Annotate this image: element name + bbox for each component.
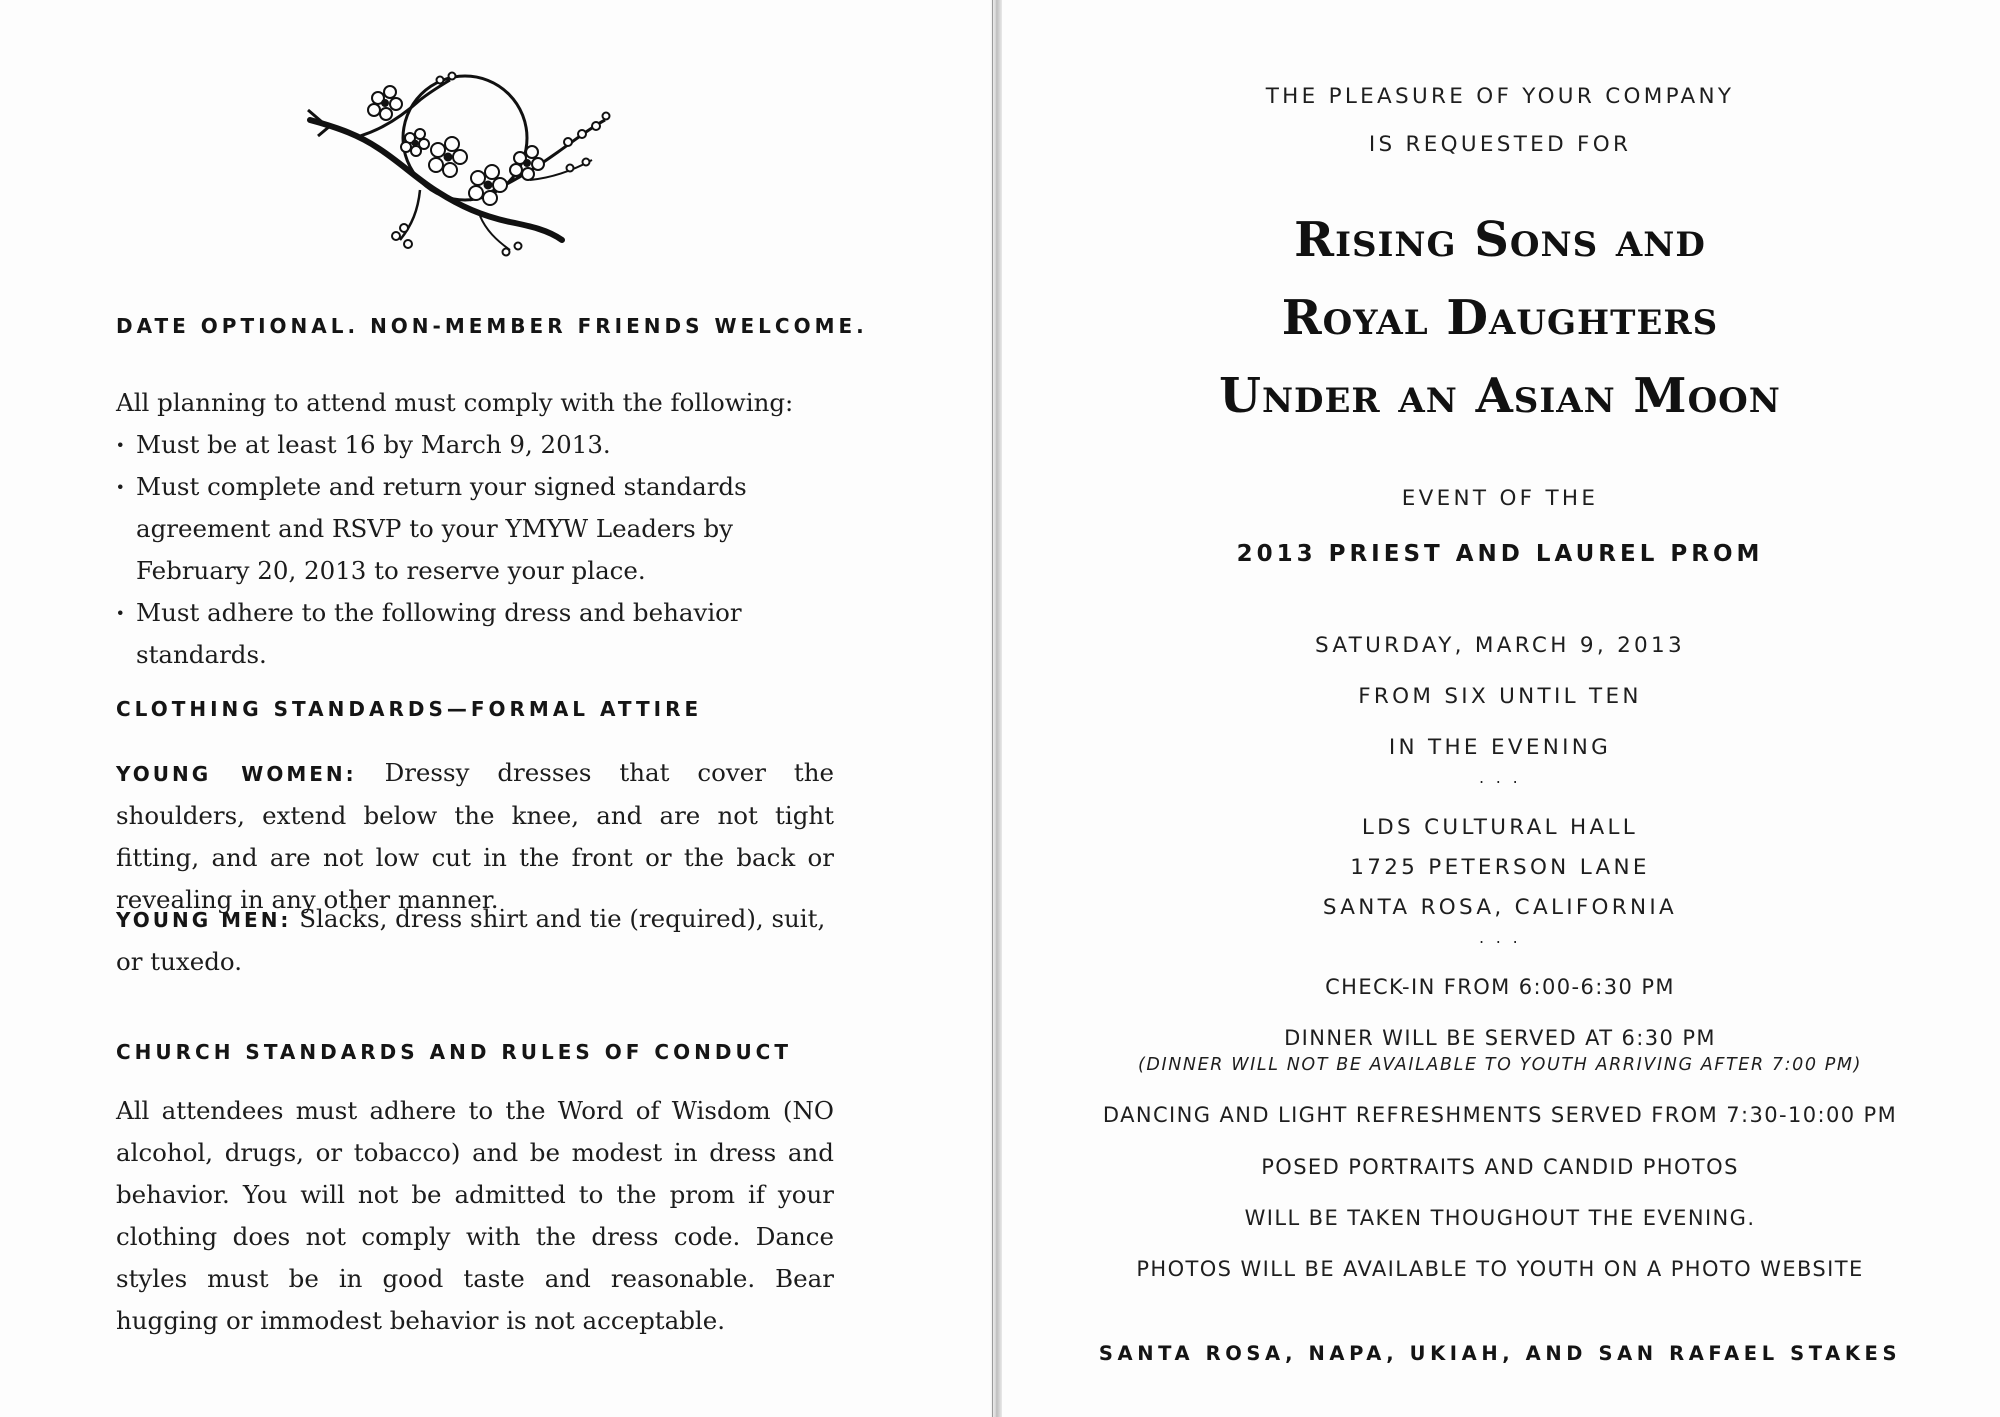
separator-dots: . . .: [1479, 928, 1521, 947]
conduct-heading: CHURCH STANDARDS AND RULES OF CONDUCT: [116, 1040, 792, 1064]
event-name: 2013 PRIEST AND LAUREL PROM: [1236, 541, 1764, 567]
page-fold-edge: [992, 0, 993, 1417]
dinner-time: DINNER WILL BE SERVED AT 6:30 PM: [1284, 1026, 1716, 1050]
young-men-paragraph: [116, 898, 834, 983]
conduct-paragraph: All attendees must adhere to the Word of Wisdom (NO alcohol, drugs, or tobacco) and be modest in dress and behavior. You will not be admitted to the prom if your clothing does not comply with the dress code. Dance styles must be in good taste and reasonable. Bear hugging or immodest behavior is not acceptable.: [116, 1096, 834, 1335]
buds: [392, 73, 610, 256]
venue-street: 1725 PETERSON LANE: [1350, 855, 1650, 880]
blossom: [469, 165, 507, 205]
event-of-the: EVENT OF THE: [1401, 486, 1599, 511]
requirements-section: [116, 382, 836, 676]
portraits-line-2: WILL BE TAKEN THOUGHOUT THE EVENING.: [1244, 1206, 1756, 1230]
separator-dots: . . .: [1479, 768, 1521, 787]
young-men-label: YOUNG MEN:: [116, 908, 292, 932]
clothing-standards-heading: CLOTHING STANDARDS—FORMAL ATTIRE: [116, 697, 703, 721]
venue-name: LDS CULTURAL HALL: [1361, 815, 1639, 840]
photos-website-note: PHOTOS WILL BE AVAILABLE TO YOUTH ON A PHOTO WEBSITE: [1136, 1257, 1864, 1281]
requirement-item: · Must be at least 16 by March 9, 2013.: [116, 424, 836, 466]
event-date: SATURDAY, MARCH 9, 2013: [1314, 633, 1685, 658]
blossom: [368, 86, 402, 120]
requirements-list: [116, 424, 836, 676]
branch-main: [310, 120, 562, 240]
young-men-text: Slacks, dress shirt and tie (required), suit, or tuxedo.: [116, 904, 826, 976]
venue-city: SANTA ROSA, CALIFORNIA: [1322, 895, 1678, 920]
moon-blossom-illustration: [300, 40, 630, 270]
stakes-list: SANTA ROSA, NAPA, UKIAH, AND SAN RAFAEL STAKES: [1098, 1342, 1902, 1365]
blossom: [510, 146, 544, 180]
young-women-label: YOUNG WOMEN:: [116, 762, 357, 786]
event-time-line-2: IN THE EVENING: [1388, 735, 1612, 760]
date-note-heading: DATE OPTIONAL. NON-MEMBER FRIENDS WELCOME.: [116, 314, 868, 338]
pleasure-line-2: IS REQUESTED FOR: [1368, 132, 1632, 157]
portraits-line-1: POSED PORTRAITS AND CANDID PHOTOS: [1261, 1155, 1739, 1179]
dancing-time: DANCING AND LIGHT REFRESHMENTS SERVED FROM 7:30-10:00 PM: [1102, 1103, 1898, 1127]
requirements-intro: All planning to attend must comply with the following:: [116, 388, 794, 417]
title-line-2: Royal Daughters: [1281, 290, 1719, 346]
event-time-line-1: FROM SIX UNTIL TEN: [1358, 684, 1642, 709]
young-women-text: Dressy dresses that cover the shoulders, extend below the knee, and are not tight fitting, and are not low cut in the front or the back or revealing in any other manner.: [116, 758, 834, 914]
pleasure-line-1: THE PLEASURE OF YOUR COMPANY: [1265, 84, 1735, 109]
requirement-item: · Must adhere to the following dress and behavior standards.: [116, 592, 836, 676]
young-women-paragraph: [116, 752, 834, 921]
title-line-1: Rising Sons and: [1294, 212, 1706, 268]
title-line-3: Under an Asian Moon: [1219, 368, 1781, 424]
dinner-note: (DINNER WILL NOT BE AVAILABLE TO YOUTH ARRIVING AFTER 7:00 PM): [1137, 1055, 1863, 1075]
requirement-item: · Must complete and return your signed standards agreement and RSVP to your YMYW Leaders by February 20, 2013 to reserve your place.: [116, 466, 836, 592]
checkin-time: CHECK-IN FROM 6:00-6:30 PM: [1325, 975, 1675, 999]
blossom: [401, 129, 429, 156]
blossom: [429, 137, 467, 177]
